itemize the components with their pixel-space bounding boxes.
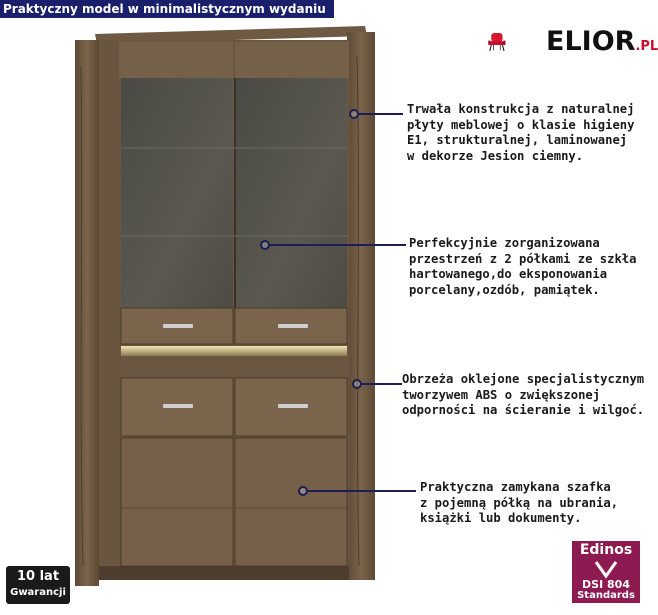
- feature-desc-1: Trwała konstrukcja z naturalnej płyty meblowej o klasie higieny E1, strukturalnej, laminowanej w dekorze Jesion ciemny.: [407, 102, 635, 163]
- callout-line-3: [362, 383, 402, 385]
- warranty-badge: [6, 566, 70, 604]
- feature-desc-3: Obrzeża oklejone specjalistycznym tworzywem ABS o zwiększonej odporności na ścieranie i wilgoć.: [402, 372, 645, 417]
- callout-line-2: [270, 244, 406, 246]
- certificate-badge: [572, 541, 640, 603]
- callout-dot-1[interactable]: [349, 109, 359, 119]
- certificate-code: DSI 804: [582, 578, 630, 591]
- callout-dot-2[interactable]: [260, 240, 270, 250]
- callout-line-1: [359, 113, 403, 115]
- header-title: Praktyczny model w minimalistycznym wydaniu: [0, 0, 334, 18]
- warranty-label: Gwarancji: [10, 587, 66, 598]
- callout-dot-3[interactable]: [352, 379, 362, 389]
- brand-suffix: .PL: [635, 39, 658, 54]
- certificate-label: Standards: [577, 590, 635, 601]
- feature-desc-4: Praktyczna zamykana szafka z pojemną półką na ubrania, książki lub dokumenty.: [420, 480, 619, 525]
- certificate-brand: Edinos: [579, 542, 633, 558]
- callout-line-4: [308, 490, 416, 492]
- brand-name: ELIOR: [546, 26, 636, 57]
- cabinet-illustration: [75, 26, 375, 586]
- brand-logo[interactable]: [546, 26, 658, 57]
- checkmark-icon: [572, 558, 640, 580]
- callout-dot-4[interactable]: [298, 486, 308, 496]
- chair-icon: [486, 12, 546, 72]
- feature-desc-2: Perfekcyjnie zorganizowana przestrzeń z 2 półkami ze szkła hartowanego,do eksponowania porcelany,ozdób, pamiątek.: [409, 236, 637, 297]
- warranty-years: 10 lat: [16, 569, 60, 584]
